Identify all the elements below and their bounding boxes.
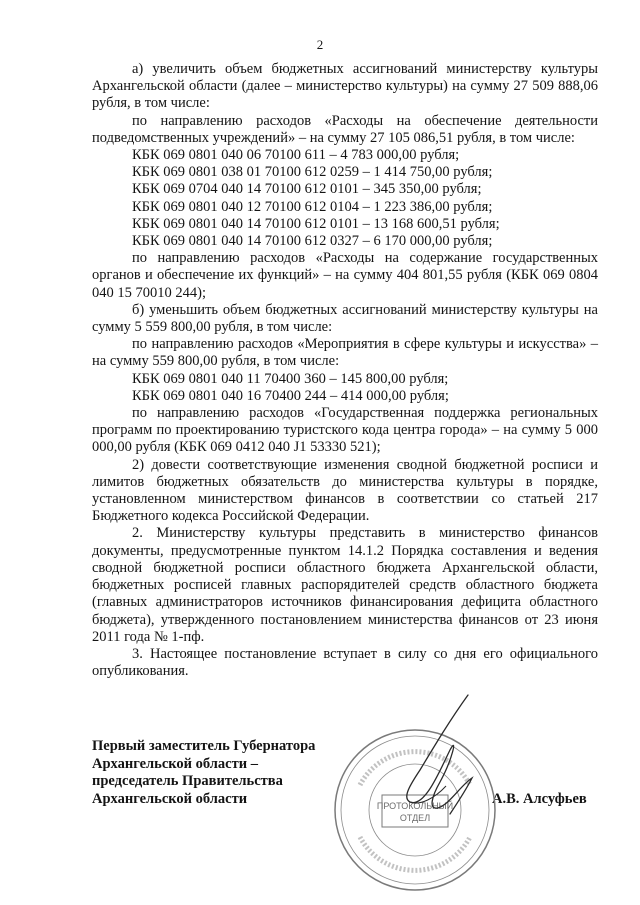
paragraph: по направлению расходов «Мероприятия в сфере культуры и искусства» – на сумму 559 800,00 рубля, в том числе: — [92, 336, 598, 370]
kbk-line: КБК 069 0801 040 12 70100 612 0104 – 1 223 386,00 рубля; — [132, 198, 493, 215]
signature-title-line: Архангельской области — [92, 790, 248, 807]
paragraph: а) увеличить объем бюджетных ассигнований министерству культуры Архангельской области (далее – министерство культуры) на сумму 27 509 888,06 рубля, в том числе: — [92, 61, 598, 112]
paragraph: по направлению расходов «Государственная поддержка региональных программ по проектированию туристского кода центра города» – на сумму 5 000 000,00 рубля (КБК 069 0412 040 J1 53330 521); — [92, 405, 598, 456]
kbk-line: КБК 069 0801 040 16 70400 244 – 414 000,00 рубля; — [132, 387, 449, 404]
kbk-line: КБК 069 0704 040 14 70100 612 0101 – 345 350,00 рубля; — [132, 181, 482, 198]
signature-title-line: Первый заместитель Губернатора — [92, 738, 316, 754]
paragraph: 2. Министерству культуры представить в министерство финансов документы, предусмотренные пунктом 14.1.2 Порядка составления и ведения сводной бюджетной росписи областного бюджета Архангельской области, бюджетных росписей главных распорядителей средств областного бюджета (главных администраторов источников финансирования дефицита областного бюджета), утвержденного постановлением министерства финансов от 23 июня 2011 года № 1-пф. — [92, 525, 598, 645]
paragraph: по направлению расходов «Расходы на обеспечение деятельности подведомственных учреждений» – на сумму 27 105 086,51 рубля, в том числе: — [92, 112, 598, 146]
signer-name: А.В. Алсуфьев — [492, 791, 587, 807]
kbk-line: КБК 069 0801 040 14 70100 612 0101 – 13 168 600,51 рубля; — [132, 215, 500, 232]
seal-line-1: ПРОТОКОЛЬНЫЙ — [376, 801, 454, 811]
page-number: 2 — [316, 37, 324, 52]
kbk-line: КБК 069 0801 040 14 70100 612 0327 – 6 170 000,00 рубля; — [132, 233, 493, 250]
kbk-line: КБК 069 0801 040 06 70100 611 – 4 783 000,00 рубля; — [132, 147, 460, 164]
paragraph: б) уменьшить объем бюджетных ассигнований министерству культуры на сумму 5 559 800,00 рубля, в том числе: — [92, 301, 598, 336]
signature-title-line: Архангельской области – — [92, 755, 258, 772]
seal-line-2: ОТДЕЛ — [399, 813, 431, 823]
document-body — [92, 61, 598, 680]
paragraph: 2) довести соответствующие изменения сводной бюджетной росписи и лимитов бюджетных обязательств до министерства культуры в порядке, установленном министерством финансов в соответствии со статьей 217 Бюджетного кодекса Российской Федерации. — [92, 456, 598, 525]
handwritten-signature — [380, 690, 490, 830]
kbk-line: КБК 069 0801 038 01 70100 612 0259 – 1 414 750,00 рубля; — [132, 164, 493, 181]
paragraph: по направлению расходов «Расходы на содержание государственных органов и обеспечение их функций» – на сумму 404 801,55 рубля (КБК 069 0804 040 15 70010 244); — [92, 250, 598, 301]
signature-title-line: председатель Правительства — [92, 773, 283, 790]
paragraph: 3. Настоящее постановление вступает в силу со дня его официального опубликования. — [92, 645, 598, 680]
kbk-line: КБК 069 0801 040 11 70400 360 – 145 800,00 рубля; — [132, 370, 449, 387]
